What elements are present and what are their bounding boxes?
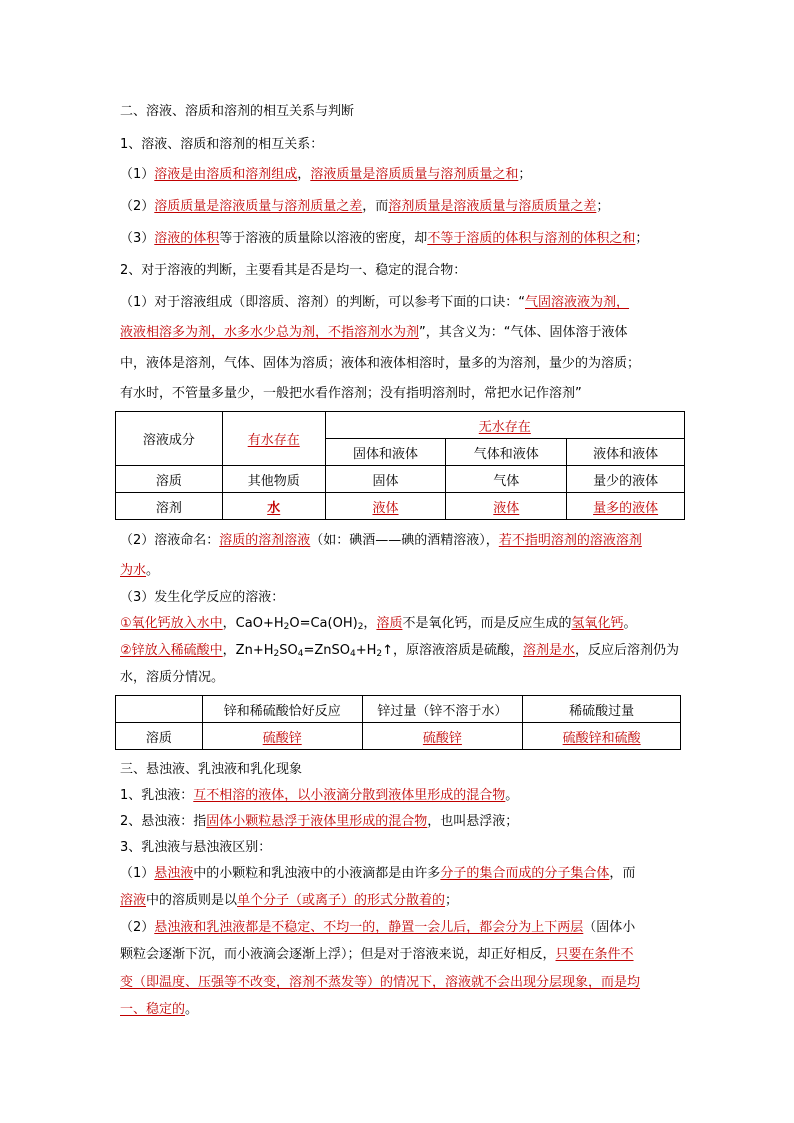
key-point: 溶质	[376, 616, 403, 631]
paragraph-naming-line1	[120, 531, 685, 551]
text: （1）	[120, 167, 155, 182]
formula: ，Zn+H	[222, 643, 274, 658]
text: 不是氧化钙，而是反应生成的	[402, 616, 572, 631]
table-cell	[523, 723, 681, 750]
key-point: 互不相溶的液体，以小液滴分散到液体里形成的混合物	[193, 788, 506, 803]
paragraph-reaction-1	[120, 614, 685, 637]
key-point: 溶剂质量是溶液质量与溶质质量之差	[388, 199, 597, 214]
text: ，也叫悬浮液；	[427, 814, 519, 829]
key-point: 氧化钙放入水中	[131, 616, 223, 631]
table-cell: 溶剂	[116, 493, 223, 520]
key-point: 液体	[493, 500, 520, 516]
key-point: 氢氧化钙	[571, 616, 624, 631]
table-header: 锌过量（锌不溶于水）	[362, 696, 523, 723]
table-cell	[362, 723, 523, 750]
paragraph-2-1-2	[120, 197, 685, 217]
text: （3）	[120, 231, 155, 246]
key-point: 液液相溶多为剂，水多水少总为剂，不指溶剂水为剂	[120, 325, 420, 340]
text: ；	[445, 893, 459, 908]
text: （固体小	[583, 920, 636, 935]
text: ，	[363, 616, 377, 631]
paragraph-reaction-intro: （3）发生化学反应的溶液：	[120, 590, 285, 605]
key-point: 硫酸锌	[422, 730, 462, 746]
paragraph-naming-line2	[120, 561, 685, 581]
paragraph-2-2-1-line3: 中，液体是溶剂，气体、固体为溶质；液体和液体相溶时，量多的为溶剂，量少的为溶质；	[120, 356, 641, 371]
text: 2、悬浊液：指	[120, 814, 207, 829]
text: 。	[623, 616, 637, 631]
paragraph-3-3-1-line2	[120, 891, 685, 911]
table-cell: 固体	[325, 466, 446, 493]
paragraph-2-1-1	[120, 165, 685, 185]
text: （1）对于溶液组成（即溶质、溶剂）的判断，可以参考下面的口诀：“	[120, 295, 526, 310]
table-cell: 溶质	[116, 723, 203, 750]
key-point: 不等于溶质的体积与溶剂的体积之和	[427, 231, 636, 246]
table-cell: 量少的液体	[567, 466, 685, 493]
table-row	[116, 723, 681, 750]
key-point: 悬浊液	[154, 866, 194, 881]
paragraph-3-3-2-line4	[120, 1000, 685, 1020]
key-point: 量多的液体	[593, 500, 659, 516]
text: （1）	[120, 866, 155, 881]
paragraph-3-2	[120, 812, 685, 832]
text: 中的溶质则是以	[146, 893, 238, 908]
table-header	[116, 696, 203, 723]
table-header: 固体和液体	[325, 439, 446, 466]
subheading-2-1: 1、溶液、溶质和溶剂的相互关系：	[120, 137, 324, 152]
text: 。	[185, 1002, 199, 1017]
subheading-2-2: 2、对于溶液的判断，主要看其是否是均一、稳定的混合物：	[120, 263, 467, 278]
text: 。	[146, 563, 160, 578]
key-point: 单个分子（或离子）的形式分散着的	[237, 893, 446, 908]
text: ”，其含义为：“气体、固体溶于液体	[419, 325, 628, 340]
paragraph-2-2-1-line1	[120, 293, 685, 313]
section-3-heading: 三、悬浊液、乳浊液和乳化现象	[120, 762, 303, 777]
key-point: 液体	[372, 500, 399, 516]
text: ，而	[362, 199, 389, 214]
text: ，	[297, 167, 311, 182]
subscript: 4	[349, 649, 356, 659]
key-point: 硫酸锌和硫酸	[562, 730, 641, 746]
key-point: 固体小颗粒悬浮于液体里形成的混合物	[206, 814, 428, 829]
key-point: 有水存在	[247, 433, 300, 448]
formula: O=Ca(OH)	[289, 616, 358, 631]
paragraph-3-3-2-line2	[120, 945, 685, 965]
text: 等于溶液的质量除以溶液的密度，却	[219, 231, 428, 246]
key-point: 为水	[120, 563, 147, 578]
text: ；	[518, 167, 532, 182]
paragraph-3-3-1-line1	[120, 864, 685, 884]
subscript: 2	[376, 649, 383, 659]
table-cell	[222, 493, 325, 520]
subscript: 2	[273, 649, 280, 659]
paragraph-2-2-1-line2	[120, 323, 685, 343]
text: 中的小颗粒和乳浊液中的小液滴都是由许多	[193, 866, 441, 881]
key-point: 溶液	[120, 893, 147, 908]
key-point: 水	[267, 500, 281, 516]
key-point: 变（即温度、压强等不改变，溶剂不蒸发等）的情况下，溶液就不会出现分层现象，而是均	[120, 975, 641, 990]
paragraph-reaction-2-line1	[120, 641, 685, 664]
key-point: 溶剂是水	[523, 643, 576, 658]
paragraph-reaction-2-line2: 水，溶质分情况。	[120, 670, 225, 685]
key-point: 只要在条件不	[555, 947, 634, 962]
key-point: 锌放入稀硫酸中	[131, 643, 223, 658]
table-cell	[446, 493, 567, 520]
section-2-heading: 二、溶液、溶质和溶剂的相互关系与判断	[120, 104, 355, 119]
key-point: 气固溶液液为剂，	[525, 295, 630, 310]
key-point: 一、稳定的	[120, 1002, 186, 1017]
key-point: 硫酸锌	[262, 730, 302, 746]
table-header: 锌和稀硫酸恰好反应	[202, 696, 362, 723]
key-point: 溶液质量是溶质质量与溶剂质量之和	[310, 167, 519, 182]
table-cell	[202, 723, 362, 750]
text: （2）	[120, 199, 155, 214]
key-point: 溶液是由溶质和溶剂组成	[154, 167, 298, 182]
table-cell	[325, 493, 446, 520]
subscript: 2	[283, 622, 290, 632]
key-point: 溶液的体积	[154, 231, 220, 246]
formula: SO	[279, 643, 298, 658]
paragraph-2-1-3	[120, 229, 685, 249]
text: 颗粒会逐渐下沉，而小液滴会逐渐上浮）；但是对于溶液来说，却正好相反，	[120, 947, 556, 962]
key-point: 悬浊液和乳浊液都是不稳定、不均一的，静置一会儿后，都会分为上下两层	[154, 920, 584, 935]
key-point: 溶质质量是溶液质量与溶剂质量之差	[154, 199, 363, 214]
key-point: 溶质的溶剂溶液	[219, 533, 311, 548]
text: ；	[596, 199, 610, 214]
table-cell: 溶质	[116, 466, 223, 493]
paragraph-3-3: 3、乳浊液与悬浊液区别：	[120, 840, 272, 855]
text: （2）	[120, 920, 155, 935]
key-point: 分子的集合而成的分子集合体	[440, 866, 610, 881]
text: ，而	[609, 866, 636, 881]
text: 。	[505, 788, 519, 803]
table-row	[116, 493, 685, 520]
text: ，反应后溶剂仍为	[575, 643, 680, 658]
key-point: 若不指明溶剂的溶液溶剂	[498, 533, 642, 548]
table-row	[116, 466, 685, 493]
table-header: 气体和液体	[446, 439, 567, 466]
subscript: 2	[357, 622, 364, 632]
formula: =ZnSO	[303, 643, 350, 658]
table-header	[222, 412, 325, 466]
paragraph-3-3-2-line3	[120, 973, 685, 993]
table-header: 液体和液体	[567, 439, 685, 466]
text: 1、乳浊液：	[120, 788, 194, 803]
zinc-sulfuric-acid-table	[115, 695, 681, 750]
key-point: ②	[120, 643, 132, 658]
formula: +H	[355, 643, 377, 658]
solution-components-table	[115, 411, 685, 520]
text: ；	[635, 231, 649, 246]
table-cell: 气体	[446, 466, 567, 493]
paragraph-2-2-1-line4: 有水时，不管量多量少，一般把水看作溶剂；没有指明溶剂时，常把水记作溶剂”	[120, 386, 582, 401]
text: （如：碘酒——碘的酒精溶液），	[310, 533, 499, 548]
table-header: 溶液成分	[116, 412, 223, 466]
text: ↑，原溶液溶质是硫酸，	[382, 643, 524, 658]
subscript: 4	[297, 649, 304, 659]
table-header: 稀硫酸过量	[523, 696, 681, 723]
text: （2）溶液命名：	[120, 533, 220, 548]
table-header	[325, 412, 684, 439]
key-point: ①	[120, 616, 132, 631]
key-point: 无水存在	[478, 419, 531, 435]
formula: ，CaO+H	[222, 616, 284, 631]
table-cell	[567, 493, 685, 520]
table-cell: 其他物质	[222, 466, 325, 493]
paragraph-3-3-2-line1	[120, 918, 685, 938]
paragraph-3-1	[120, 786, 685, 806]
